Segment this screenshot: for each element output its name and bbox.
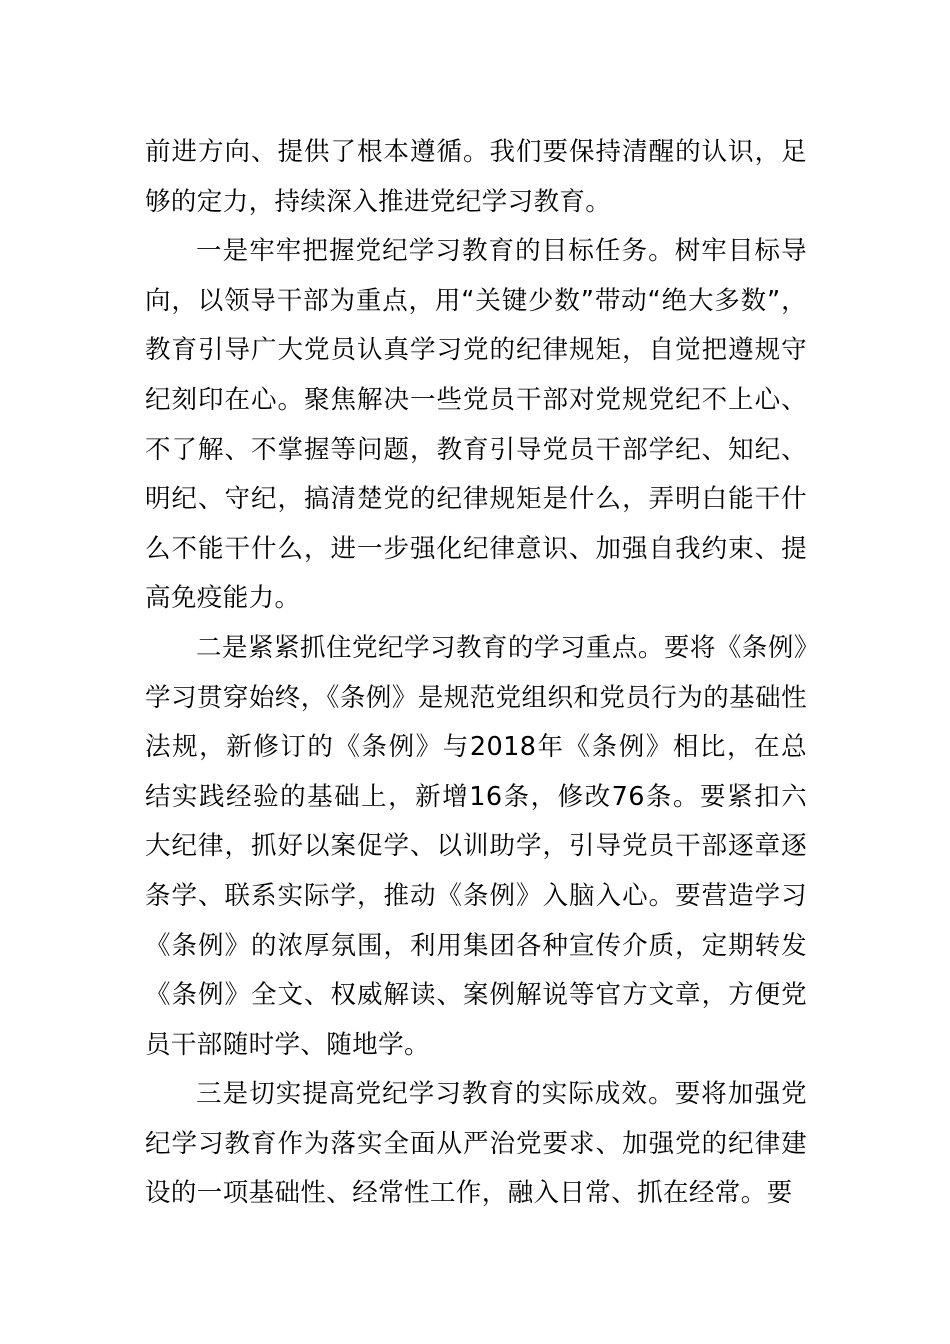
document-body xyxy=(145,128,807,1219)
paragraph-continuation: 前进方向、提供了根本遵循。我们要保持清醒的认识，足够的定力，持续深入推进党纪学习教育。 xyxy=(145,137,807,217)
paragraph-practical-results: 三是切实提高党纪学习教育的实际成效。要将加强党纪学习教育作为落实全面从严治党要求、加强党的纪律建设的一项基础性、经常性工作，融入日常、抓在经常。要 xyxy=(145,1079,807,1209)
paragraph-goal-tasks: 一是牢牢把握党纪学习教育的目标任务。树牢目标导向，以领导干部为重点，用“关键少数”带动“绝大多数”，教育引导广大党员认真学习党的纪律规矩，自觉把遵规守纪刻印在心。聚焦解决一些党员干部对党规党纪不上心、不了解、不掌握等问题，教育引导党员干部学纪、知纪、明纪、守纪，搞清楚党的纪律规矩是什么，弄明白能干什么不能干什么，进一步强化纪律意识、加强自我约束、提高免疫能力。 xyxy=(145,236,807,614)
paragraph-study-focus: 二是紧紧抓住党纪学习教育的学习重点。要将《条例》学习贯穿始终，《条例》是规范党组织和党员行为的基础性法规，新修订的《条例》与2018年《条例》相比，在总结实践经验的基础上，新增16条，修改76条。要紧扣六大纪律，抓好以案促学、以训助学，引导党员干部逐章逐条学、联系实际学，推动《条例》入脑入心。要营造学习《条例》的浓厚氛围，利用集团各种宣传介质，定期转发《条例》全文、权威解读、案例解说等官方文章，方便党员干部随时学、随地学。 xyxy=(145,632,807,1060)
